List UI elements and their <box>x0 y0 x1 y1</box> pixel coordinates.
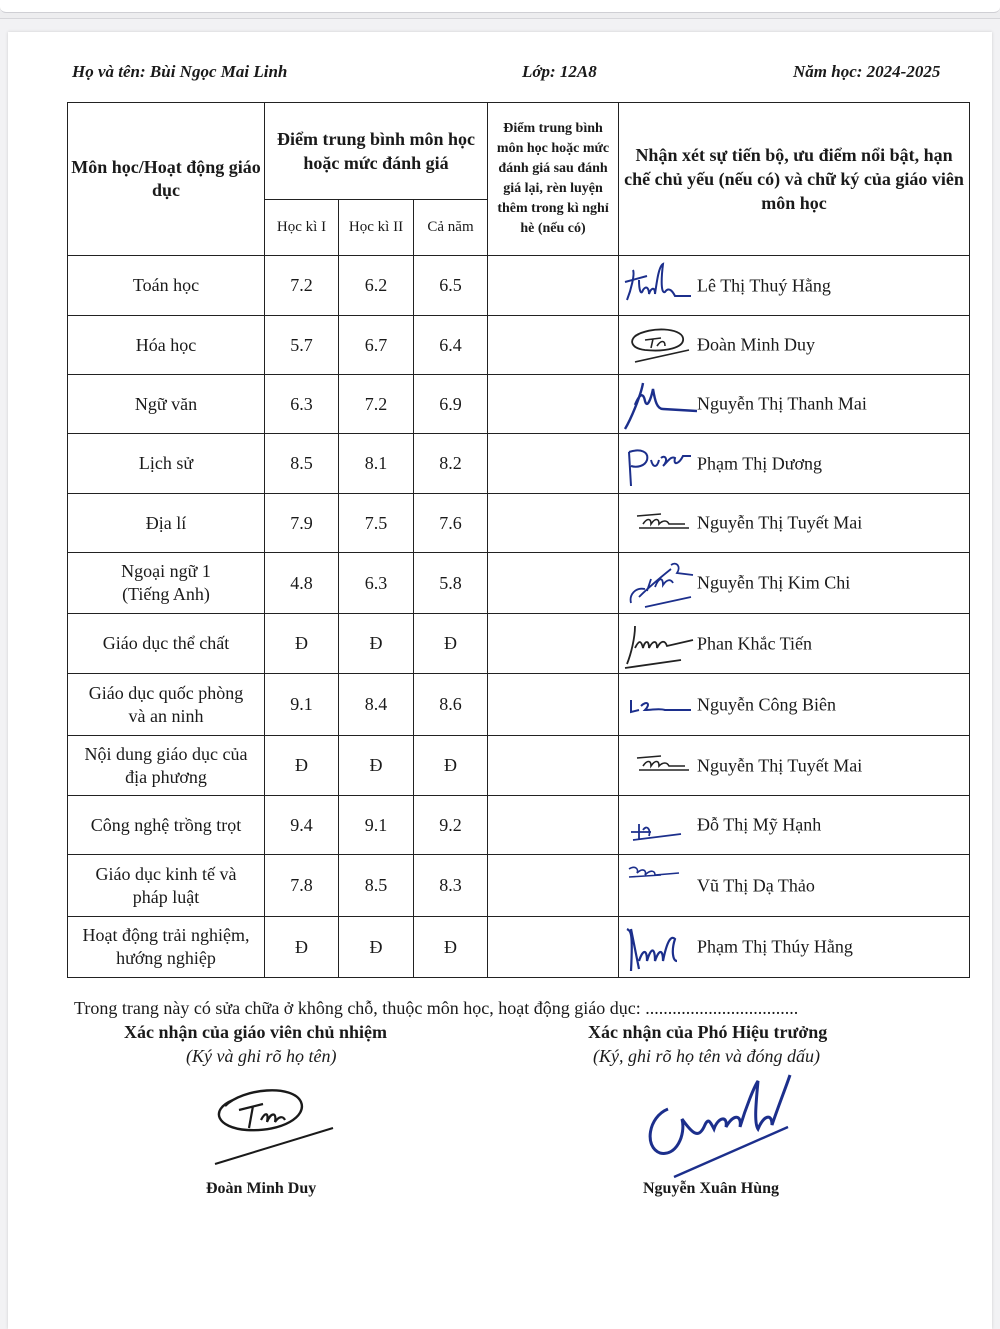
teacher-name: Vũ Thị Dạ Thảo <box>697 875 815 895</box>
full-year-score: 6.4 <box>414 316 488 375</box>
teacher-name: Phạm Thị Thúy Hằng <box>697 936 853 957</box>
signature-duy-icon <box>621 320 697 372</box>
teacher-comment-cell <box>619 736 970 796</box>
semester-1-score: Đ <box>265 917 339 978</box>
semester-2-score: Đ <box>339 917 414 978</box>
vice-principal-confirm-title: Xác nhận của Phó Hiệu trưởng <box>588 1022 828 1042</box>
retest-score <box>488 494 619 553</box>
signature-thanhmai-icon <box>621 379 697 431</box>
table-row <box>68 614 970 674</box>
semester-2-score: 6.7 <box>339 316 414 375</box>
signature-tien-icon <box>621 618 697 670</box>
subject-cell: Giáo dục kinh tế và pháp luật <box>68 855 265 917</box>
semester-2-score: Đ <box>339 736 414 796</box>
signature-bien-icon <box>621 678 697 730</box>
signature-tuyetmai-icon <box>621 498 697 550</box>
vice-principal-name: Nguyễn Xuân Hùng <box>643 1180 780 1197</box>
subject-cell: Giáo dục thể chất <box>68 614 265 674</box>
signature-kimchi-icon <box>621 557 697 609</box>
semester-1-score: 6.3 <box>265 375 339 434</box>
teacher-comment-cell <box>619 375 970 434</box>
semester-1-score: Đ <box>265 736 339 796</box>
full-year-score: Đ <box>414 614 488 674</box>
subject-cell: Toán học <box>68 256 265 316</box>
table-row <box>68 855 970 917</box>
header-average: Điểm trung bình môn học hoặc mức đánh giá <box>265 103 488 200</box>
table-row <box>68 553 970 614</box>
teacher-name: Phạm Thị Dương <box>697 453 822 473</box>
retest-score <box>488 316 619 375</box>
retest-score <box>488 674 619 736</box>
homeroom-signature-icon <box>203 1080 343 1170</box>
homeroom-confirm-subtitle: (Ký và ghi rõ họ tên) <box>186 1046 337 1066</box>
homeroom-confirm-title: Xác nhận của giáo viên chủ nhiệm <box>124 1022 388 1042</box>
full-year-score: 8.6 <box>414 674 488 736</box>
teacher-name: Nguyễn Thị Tuyết Mai <box>697 755 863 775</box>
teacher-name: Lê Thị Thuý Hằng <box>697 275 831 295</box>
teacher-comment-cell <box>619 614 970 674</box>
semester-1-score: 7.2 <box>265 256 339 316</box>
subject-cell: Công nghệ trồng trọt <box>68 796 265 855</box>
teacher-comment-cell <box>619 917 970 978</box>
semester-1-score: 7.9 <box>265 494 339 553</box>
teacher-name: Đỗ Thị Mỹ Hạnh <box>697 814 822 835</box>
subject-cell: Hóa học <box>68 316 265 375</box>
retest-score <box>488 375 619 434</box>
signature-thuyhang-icon <box>621 260 697 312</box>
header-full-year: Cả năm <box>414 200 488 256</box>
table-row <box>68 736 970 796</box>
teacher-comment-cell <box>619 434 970 494</box>
full-year-score: 9.2 <box>414 796 488 855</box>
homeroom-teacher-name: Đoàn Minh Duy <box>206 1180 317 1197</box>
retest-score <box>488 736 619 796</box>
header-comment: Nhận xét sự tiến bộ, ưu điểm nổi bật, hạn chế chủ yếu (nếu có) và chữ ký của giáo viên môn học <box>619 103 970 256</box>
full-year-score: Đ <box>414 917 488 978</box>
window-top-bar <box>0 0 1000 19</box>
retest-score <box>488 917 619 978</box>
semester-1-score: 8.5 <box>265 434 339 494</box>
teacher-comment-cell <box>619 256 970 316</box>
student-name: Họ và tên: Bùi Ngọc Mai Linh <box>72 62 288 81</box>
header-semester-1: Học kì I <box>265 200 339 256</box>
signature-thuyhang2-icon <box>621 921 697 973</box>
semester-2-score: 8.1 <box>339 434 414 494</box>
teacher-name: Đoàn Minh Duy <box>697 334 816 355</box>
teacher-comment-cell <box>619 674 970 736</box>
retest-score <box>488 553 619 614</box>
vice-principal-signature-icon <box>638 1067 813 1182</box>
full-year-score: 5.8 <box>414 553 488 614</box>
semester-2-score: 9.1 <box>339 796 414 855</box>
header-subject: Môn học/Hoạt động giáo dục <box>68 103 265 256</box>
semester-2-score: 8.5 <box>339 855 414 917</box>
semester-1-score: 4.8 <box>265 553 339 614</box>
full-year-score: 6.5 <box>414 256 488 316</box>
table-row <box>68 494 970 553</box>
teacher-comment-cell <box>619 316 970 375</box>
teacher-name: Nguyễn Công Biên <box>697 694 837 714</box>
subject-cell: Giáo dục quốc phòng và an ninh <box>68 674 265 736</box>
semester-2-score: 7.2 <box>339 375 414 434</box>
semester-2-score: 6.3 <box>339 553 414 614</box>
retest-score <box>488 434 619 494</box>
correction-note: Trong trang này có sửa chữa ở không chỗ, thuộc môn học, hoạt động giáo dục: .................................. <box>74 998 799 1018</box>
subject-cell: Ngữ văn <box>68 375 265 434</box>
semester-2-score: 6.2 <box>339 256 414 316</box>
semester-2-score: 7.5 <box>339 494 414 553</box>
signature-duong-icon <box>621 438 697 490</box>
subject-cell: Lịch sử <box>68 434 265 494</box>
semester-1-score: Đ <box>265 614 339 674</box>
full-year-score: 8.3 <box>414 855 488 917</box>
teacher-comment-cell <box>619 494 970 553</box>
semester-1-score: 9.4 <box>265 796 339 855</box>
teacher-comment-cell <box>619 855 970 917</box>
full-year-score: 6.9 <box>414 375 488 434</box>
retest-score <box>488 796 619 855</box>
semester-1-score: 7.8 <box>265 855 339 917</box>
signature-hanh-icon <box>621 800 697 852</box>
vice-principal-confirm-subtitle: (Ký, ghi rõ họ tên và đóng dấu) <box>593 1046 820 1066</box>
teacher-name: Nguyễn Thị Kim Chi <box>697 572 851 593</box>
table-row <box>68 674 970 736</box>
school-year: Năm học: 2024-2025 <box>793 62 941 81</box>
teacher-comment-cell <box>619 796 970 855</box>
header-semester-2: Học kì II <box>339 200 414 256</box>
table-row <box>68 917 970 978</box>
full-year-score: 7.6 <box>414 494 488 553</box>
subject-cell: Nội dung giáo dục của địa phương <box>68 736 265 796</box>
retest-score <box>488 614 619 674</box>
teacher-name: Nguyễn Thị Thanh Mai <box>697 393 867 414</box>
semester-2-score: 8.4 <box>339 674 414 736</box>
subject-cell: Ngoại ngữ 1 (Tiếng Anh) <box>68 553 265 614</box>
subject-cell: Địa lí <box>68 494 265 553</box>
semester-1-score: 5.7 <box>265 316 339 375</box>
table-row <box>68 316 970 375</box>
teacher-name: Nguyễn Thị Tuyết Mai <box>697 512 863 533</box>
teacher-comment-cell <box>619 553 970 614</box>
semester-2-score: Đ <box>339 614 414 674</box>
signature-thao-icon <box>621 859 697 911</box>
retest-score <box>488 256 619 316</box>
subject-cell: Hoạt động trải nghiệm, hướng nghiệp <box>68 917 265 978</box>
class-label: Lớp: 12A8 <box>522 62 597 81</box>
table-row <box>68 375 970 434</box>
teacher-name: Phan Khắc Tiến <box>697 633 813 653</box>
retest-score <box>488 855 619 917</box>
report-card-page <box>8 32 992 1329</box>
table-row <box>68 796 970 855</box>
full-year-score: 8.2 <box>414 434 488 494</box>
table-row <box>68 434 970 494</box>
table-row <box>68 256 970 316</box>
grades-table <box>67 102 970 978</box>
signature-tuyetmai-icon <box>621 740 697 792</box>
semester-1-score: 9.1 <box>265 674 339 736</box>
full-year-score: Đ <box>414 736 488 796</box>
header-retest: Điểm trung bình môn học hoặc mức đánh giá sau đánh giá lại, rèn luyện thêm trong kì nghỉ hè (nếu có) <box>488 103 619 256</box>
window-top-edge <box>0 0 1000 13</box>
